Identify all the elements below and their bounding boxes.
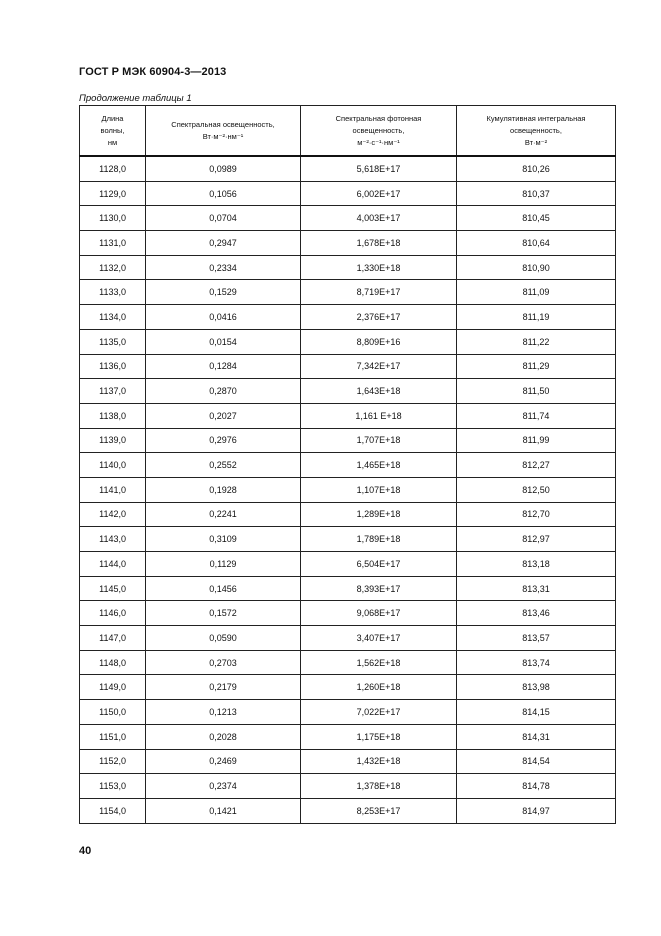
table-row xyxy=(80,453,616,478)
spectral-irradiance-table xyxy=(79,105,616,824)
table-cell: 0,2179 xyxy=(146,675,301,700)
table-cell: 1154,0 xyxy=(80,798,146,823)
table-cell: 811,29 xyxy=(457,354,616,379)
table-row xyxy=(80,749,616,774)
table-row xyxy=(80,255,616,280)
table-cell: 810,90 xyxy=(457,255,616,280)
table-cell: 1131,0 xyxy=(80,231,146,256)
column-header-line: волны, xyxy=(100,125,125,135)
table-row xyxy=(80,428,616,453)
table-cell: 0,2976 xyxy=(146,428,301,453)
column-header-line: Вт·м⁻² xyxy=(524,137,548,147)
table-row xyxy=(80,403,616,428)
table-header-row xyxy=(80,106,616,157)
table-row xyxy=(80,156,616,181)
table-cell: 1,465E+18 xyxy=(301,453,457,478)
column-header-line: освещенность, xyxy=(510,125,562,135)
table-cell: 1146,0 xyxy=(80,601,146,626)
table-cell: 1144,0 xyxy=(80,552,146,577)
table-row xyxy=(80,626,616,651)
table-cell: 1143,0 xyxy=(80,527,146,552)
table-cell: 1150,0 xyxy=(80,700,146,725)
table-cell: 813,57 xyxy=(457,626,616,651)
table-cell: 7,022E+17 xyxy=(301,700,457,725)
table-cell: 1142,0 xyxy=(80,502,146,527)
column-header-3 xyxy=(457,106,616,157)
table-cell: 813,46 xyxy=(457,601,616,626)
table-cell: 1141,0 xyxy=(80,477,146,502)
table-cell: 1149,0 xyxy=(80,675,146,700)
table-cell: 7,342E+17 xyxy=(301,354,457,379)
table-cell: 1130,0 xyxy=(80,206,146,231)
table-cell: 1,562E+18 xyxy=(301,650,457,675)
table-row xyxy=(80,354,616,379)
table-cell: 1140,0 xyxy=(80,453,146,478)
table-cell: 1,707E+18 xyxy=(301,428,457,453)
column-header-line: м⁻²·с⁻¹·нм⁻¹ xyxy=(357,137,400,147)
table-cell: 814,15 xyxy=(457,700,616,725)
page-number: 40 xyxy=(79,845,92,857)
table-cell: 811,99 xyxy=(457,428,616,453)
table-cell: 813,18 xyxy=(457,552,616,577)
table-cell: 0,2947 xyxy=(146,231,301,256)
table-cell: 811,19 xyxy=(457,305,616,330)
table-cell: 0,0704 xyxy=(146,206,301,231)
table-cell: 0,0989 xyxy=(146,156,301,181)
table-cell: 810,45 xyxy=(457,206,616,231)
table-cell: 0,1572 xyxy=(146,601,301,626)
table-cell: 8,719E+17 xyxy=(301,280,457,305)
table-row xyxy=(80,675,616,700)
table-cell: 1128,0 xyxy=(80,156,146,181)
table-row xyxy=(80,280,616,305)
table-cell: 9,068E+17 xyxy=(301,601,457,626)
table-cell: 0,1928 xyxy=(146,477,301,502)
table-row xyxy=(80,527,616,552)
document-header: ГОСТ Р МЭК 60904-3—2013 xyxy=(79,66,227,78)
table-cell: 3,407E+17 xyxy=(301,626,457,651)
table-cell: 0,1056 xyxy=(146,181,301,206)
table-cell: 1,432E+18 xyxy=(301,749,457,774)
table-cell: 0,2870 xyxy=(146,379,301,404)
table-cell: 1,330E+18 xyxy=(301,255,457,280)
table-cell: 813,31 xyxy=(457,576,616,601)
table-cell: 812,97 xyxy=(457,527,616,552)
table-row xyxy=(80,305,616,330)
table-cell: 810,26 xyxy=(457,156,616,181)
table-cell: 0,2028 xyxy=(146,724,301,749)
table-cell: 1,678E+18 xyxy=(301,231,457,256)
table-cell: 814,31 xyxy=(457,724,616,749)
table-row xyxy=(80,650,616,675)
table-cell: 0,3109 xyxy=(146,527,301,552)
table-cell: 1,789E+18 xyxy=(301,527,457,552)
table-cell: 811,22 xyxy=(457,329,616,354)
column-header-line: Кумулятивная интегральная xyxy=(486,113,586,123)
table-row xyxy=(80,181,616,206)
table-cell: 1137,0 xyxy=(80,379,146,404)
table-cell: 0,2552 xyxy=(146,453,301,478)
table-row xyxy=(80,502,616,527)
table-cell: 0,2027 xyxy=(146,403,301,428)
column-header-line: Вт·м⁻²·нм⁻¹ xyxy=(202,131,244,141)
table-cell: 1145,0 xyxy=(80,576,146,601)
table-cell: 0,2469 xyxy=(146,749,301,774)
column-header-line: Спектральная освещенность, xyxy=(171,119,275,129)
table-cell: 0,1456 xyxy=(146,576,301,601)
table-cell: 6,002E+17 xyxy=(301,181,457,206)
table-cell: 1,107E+18 xyxy=(301,477,457,502)
table-cell: 811,09 xyxy=(457,280,616,305)
table-cell: 0,1421 xyxy=(146,798,301,823)
table-cell: 8,253E+17 xyxy=(301,798,457,823)
table-body xyxy=(80,156,616,823)
column-header-2 xyxy=(301,106,457,157)
table-cell: 0,2703 xyxy=(146,650,301,675)
table-row xyxy=(80,231,616,256)
table-cell: 8,393E+17 xyxy=(301,576,457,601)
table-cell: 0,0154 xyxy=(146,329,301,354)
table-cell: 0,0416 xyxy=(146,305,301,330)
table-cell: 1136,0 xyxy=(80,354,146,379)
table-cell: 812,70 xyxy=(457,502,616,527)
table-row xyxy=(80,552,616,577)
table-cell: 0,1129 xyxy=(146,552,301,577)
table-cell: 1,643E+18 xyxy=(301,379,457,404)
column-header-line: Спектральная фотонная xyxy=(335,113,422,123)
table-row xyxy=(80,601,616,626)
table-cell: 1153,0 xyxy=(80,774,146,799)
table-row xyxy=(80,206,616,231)
table-cell: 814,97 xyxy=(457,798,616,823)
table-cell: 1,161 E+18 xyxy=(301,403,457,428)
table-cell: 811,74 xyxy=(457,403,616,428)
table-cell: 1129,0 xyxy=(80,181,146,206)
table-cell: 1,260E+18 xyxy=(301,675,457,700)
table-cell: 1135,0 xyxy=(80,329,146,354)
table-cell: 0,2241 xyxy=(146,502,301,527)
column-header-line: освещенность, xyxy=(352,125,405,135)
table-caption: Продолжение таблицы 1 xyxy=(79,93,192,104)
table-cell: 1,289E+18 xyxy=(301,502,457,527)
table-row xyxy=(80,724,616,749)
table-cell: 0,1213 xyxy=(146,700,301,725)
table-cell: 1,378E+18 xyxy=(301,774,457,799)
column-header-line: Длина xyxy=(101,113,124,123)
table-cell: 4,003E+17 xyxy=(301,206,457,231)
table-cell: 0,1284 xyxy=(146,354,301,379)
table-cell: 1,175E+18 xyxy=(301,724,457,749)
table-cell: 0,2374 xyxy=(146,774,301,799)
table-cell: 814,54 xyxy=(457,749,616,774)
table-cell: 0,1529 xyxy=(146,280,301,305)
table-row xyxy=(80,774,616,799)
table-row xyxy=(80,576,616,601)
column-header-1 xyxy=(146,106,301,157)
table-row xyxy=(80,798,616,823)
table-cell: 6,504E+17 xyxy=(301,552,457,577)
table-cell: 1134,0 xyxy=(80,305,146,330)
table-cell: 811,50 xyxy=(457,379,616,404)
table-row xyxy=(80,329,616,354)
table-cell: 814,78 xyxy=(457,774,616,799)
table-row xyxy=(80,477,616,502)
table-cell: 812,50 xyxy=(457,477,616,502)
table-cell: 1148,0 xyxy=(80,650,146,675)
table-cell: 1132,0 xyxy=(80,255,146,280)
table-cell: 1152,0 xyxy=(80,749,146,774)
table-cell: 810,64 xyxy=(457,231,616,256)
table-cell: 0,2334 xyxy=(146,255,301,280)
table-cell: 1151,0 xyxy=(80,724,146,749)
table-cell: 1147,0 xyxy=(80,626,146,651)
table-cell: 0,0590 xyxy=(146,626,301,651)
table-row xyxy=(80,700,616,725)
table-cell: 1133,0 xyxy=(80,280,146,305)
column-header-0 xyxy=(80,106,146,157)
table-cell: 813,98 xyxy=(457,675,616,700)
table-cell: 5,618E+17 xyxy=(301,156,457,181)
table-cell: 810,37 xyxy=(457,181,616,206)
table-cell: 1138,0 xyxy=(80,403,146,428)
table-row xyxy=(80,379,616,404)
table-cell: 813,74 xyxy=(457,650,616,675)
table-cell: 812,27 xyxy=(457,453,616,478)
column-header-line: нм xyxy=(107,137,118,147)
table-cell: 1139,0 xyxy=(80,428,146,453)
table-cell: 2,376E+17 xyxy=(301,305,457,330)
table-cell: 8,809E+16 xyxy=(301,329,457,354)
